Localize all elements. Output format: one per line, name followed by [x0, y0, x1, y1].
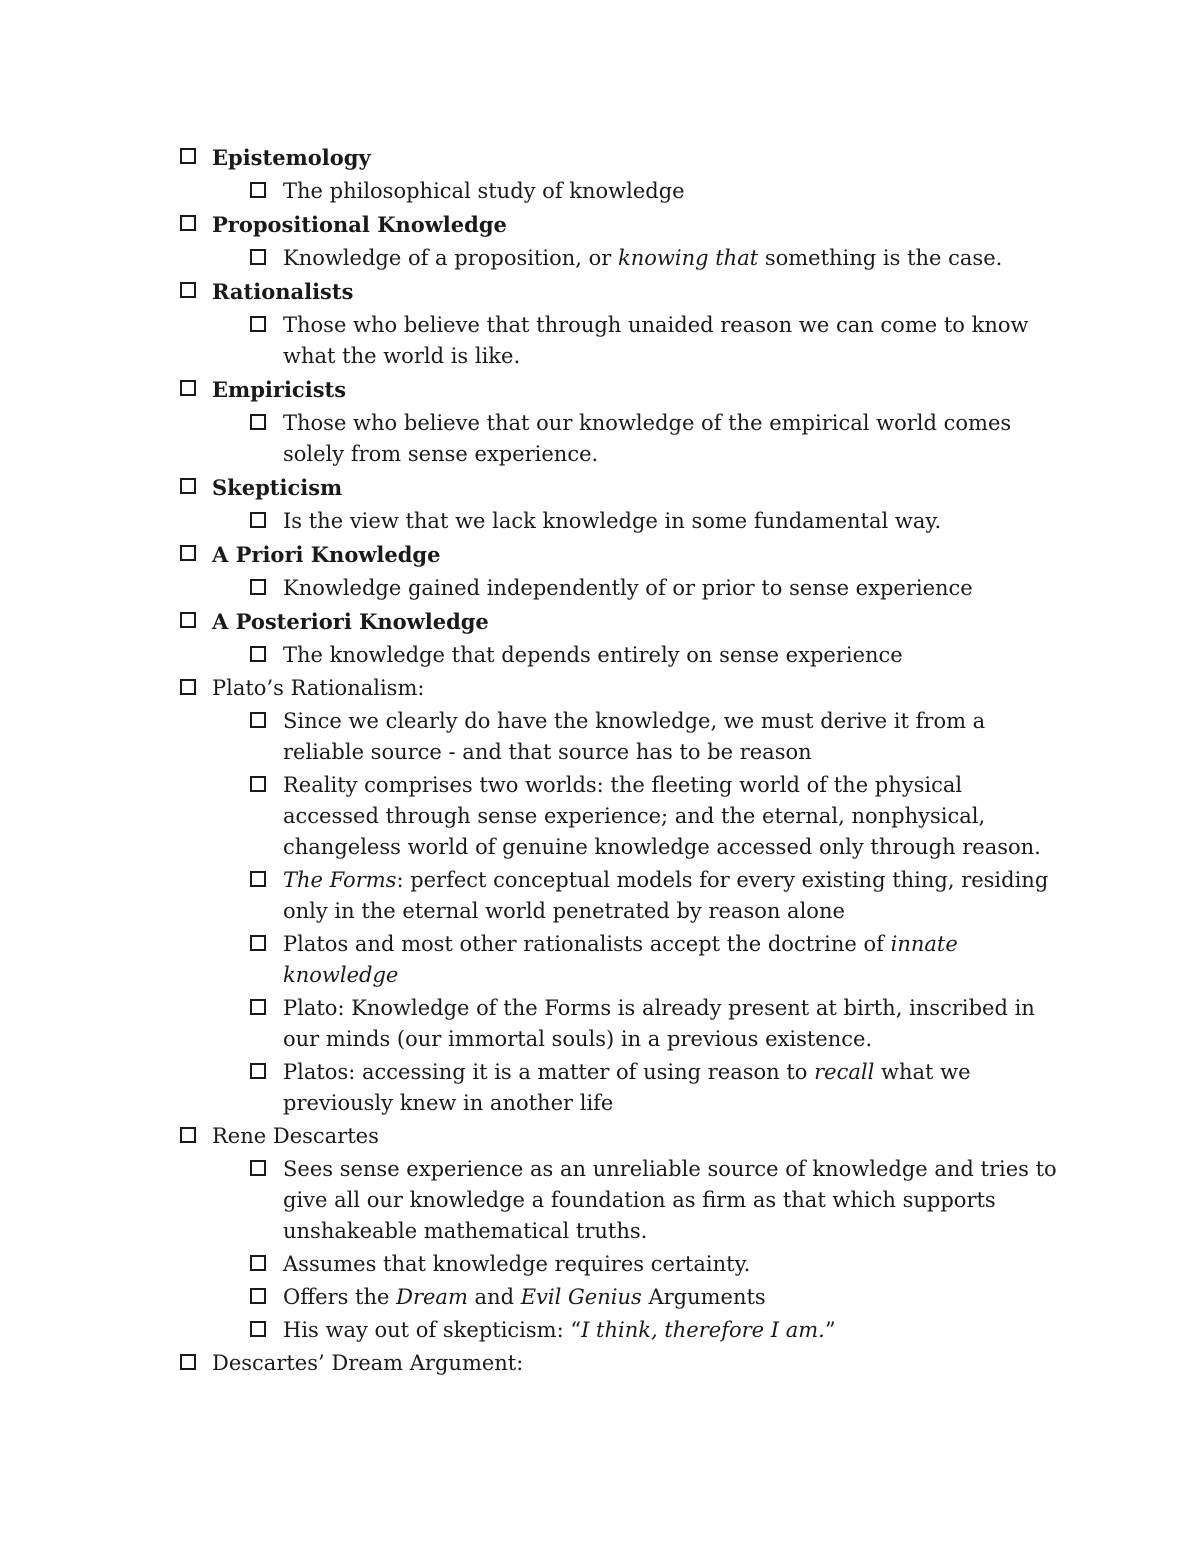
item-text — [283, 643, 903, 667]
italic-phrase: The Forms — [283, 868, 397, 892]
item-text — [212, 543, 440, 567]
item-text — [283, 773, 1041, 859]
checkbox-icon[interactable] — [250, 1063, 266, 1079]
outline-subitem — [250, 1282, 1060, 1313]
text-run: Assumes that knowledge requires certainty. — [283, 1252, 751, 1276]
bold-term: A Posteriori Knowledge — [212, 609, 489, 634]
text-run: Offers the — [283, 1285, 397, 1309]
checkbox-icon[interactable] — [250, 1288, 266, 1304]
text-run: Plato’s Rationalism: — [212, 676, 425, 700]
item-text — [212, 1351, 523, 1375]
checkbox-icon[interactable] — [180, 282, 196, 298]
outline-heading-item — [180, 472, 1060, 504]
checkbox-icon[interactable] — [250, 579, 266, 595]
outline-heading-item — [180, 673, 1060, 704]
checkbox-icon[interactable] — [250, 316, 266, 332]
text-run: Knowledge gained independently of or prior to sense experience — [283, 576, 973, 600]
bold-term: A Priori Knowledge — [212, 542, 441, 567]
checklist-outline — [180, 142, 1060, 1381]
italic-phrase: knowing that — [618, 246, 759, 270]
outline-subitem — [250, 408, 1060, 470]
item-text — [283, 1318, 836, 1342]
item-text — [283, 411, 1011, 466]
checkbox-icon[interactable] — [180, 380, 196, 396]
item-text — [283, 313, 1028, 368]
item-text — [212, 213, 507, 237]
text-run: Descartes’ Dream Argument: — [212, 1351, 524, 1375]
text-run: : perfect conceptual models for every existing thing, residing only in the eternal world penetrated by reason alone — [283, 868, 1049, 923]
checkbox-icon[interactable] — [180, 478, 196, 494]
text-run: The knowledge that depends entirely on sense experience — [283, 643, 903, 667]
checkbox-icon[interactable] — [180, 148, 196, 164]
outline-subitem — [250, 1057, 1060, 1119]
checkbox-icon[interactable] — [180, 679, 196, 695]
text-run: The philosophical study of knowledge — [283, 179, 685, 203]
item-text — [283, 709, 985, 764]
text-run: Knowledge of a proposition, or — [283, 246, 618, 270]
checkbox-icon[interactable] — [180, 215, 196, 231]
outline-subitem — [250, 706, 1060, 768]
item-text — [212, 146, 371, 170]
item-text — [283, 509, 941, 533]
item-text — [212, 676, 424, 700]
checkbox-icon[interactable] — [250, 1321, 266, 1337]
checkbox-icon[interactable] — [250, 712, 266, 728]
outline-subitem — [250, 506, 1060, 537]
text-run: Arguments — [641, 1285, 766, 1309]
item-text — [212, 476, 342, 500]
italic-phrase: recall — [814, 1060, 875, 1084]
checkbox-icon[interactable] — [250, 1255, 266, 1271]
checkbox-icon[interactable] — [180, 612, 196, 628]
outline-subitem — [250, 310, 1060, 372]
outline-heading-item — [180, 1121, 1060, 1152]
italic-phrase: Evil Genius — [520, 1285, 642, 1309]
checkbox-icon[interactable] — [250, 249, 266, 265]
outline-subitem — [250, 1249, 1060, 1280]
text-run: Platos: accessing it is a matter of using reason to — [283, 1060, 815, 1084]
text-run: Reality comprises two worlds: the fleeting world of the physical accessed through sense experience; and the eternal, nonphysical, changeless world of genuine knowledge accessed only through reason. — [283, 773, 1041, 859]
item-text — [283, 1285, 766, 1309]
outline-subitem — [250, 1154, 1060, 1247]
bold-term: Skepticism — [212, 475, 343, 500]
item-text — [212, 378, 346, 402]
item-text — [283, 932, 958, 987]
outline-heading-item — [180, 142, 1060, 174]
text-run: and — [467, 1285, 521, 1309]
italic-phrase: I think, therefore I am. — [581, 1318, 825, 1342]
outline-subitem — [250, 993, 1060, 1055]
checkbox-icon[interactable] — [250, 999, 266, 1015]
outline-subitem — [250, 640, 1060, 671]
outline-heading-item — [180, 539, 1060, 571]
outline-subitem — [250, 243, 1060, 274]
item-text — [283, 1157, 1057, 1243]
text-run: Plato: Knowledge of the Forms is already present at birth, inscribed in our minds (our immortal souls) in a previous existence. — [283, 996, 1035, 1051]
outline-heading-item — [180, 209, 1060, 241]
checkbox-icon[interactable] — [250, 1160, 266, 1176]
item-text — [212, 280, 353, 304]
item-text — [212, 1124, 379, 1148]
checkbox-icon[interactable] — [250, 414, 266, 430]
checkbox-icon[interactable] — [250, 776, 266, 792]
outline-heading-item — [180, 606, 1060, 638]
text-run: what we previously knew in another life — [283, 1060, 971, 1115]
outline-heading-item — [180, 1348, 1060, 1379]
text-run: Is the view that we lack knowledge in some fundamental way. — [283, 509, 942, 533]
outline-subitem — [250, 770, 1060, 863]
text-run: Those who believe that our knowledge of the empirical world comes solely from sense experience. — [283, 411, 1012, 466]
checkbox-icon[interactable] — [250, 935, 266, 951]
checkbox-icon[interactable] — [250, 512, 266, 528]
italic-phrase: innate knowledge — [283, 932, 958, 987]
item-text — [283, 246, 1002, 270]
outline-subitem — [250, 1315, 1060, 1346]
checkbox-icon[interactable] — [180, 545, 196, 561]
item-text — [283, 1060, 971, 1115]
text-run: Rene Descartes — [212, 1124, 379, 1148]
checkbox-icon[interactable] — [250, 646, 266, 662]
bold-term: Propositional Knowledge — [212, 212, 507, 237]
outline-subitem — [250, 573, 1060, 604]
text-run: His way out of skepticism: “ — [283, 1318, 582, 1342]
item-text — [283, 996, 1035, 1051]
checkbox-icon[interactable] — [250, 871, 266, 887]
outline-subitem — [250, 929, 1060, 991]
outline-subitem — [250, 865, 1060, 927]
text-run: ” — [824, 1318, 836, 1342]
text-run: Those who believe that through unaided reason we can come to know what the world is like. — [283, 313, 1029, 368]
text-run: Since we clearly do have the knowledge, we must derive it from a reliable source - and that source has to be reason — [283, 709, 986, 764]
item-text — [283, 576, 973, 600]
text-run: Platos and most other rationalists accept the doctrine of — [283, 932, 891, 956]
outline-subitem — [250, 176, 1060, 207]
item-text — [283, 868, 1048, 923]
checkbox-icon[interactable] — [180, 1354, 196, 1370]
text-run: Sees sense experience as an unreliable source of knowledge and tries to give all our knowledge a foundation as firm as that which supports unshakeable mathematical truths. — [283, 1157, 1057, 1243]
item-text — [283, 1252, 750, 1276]
checkbox-icon[interactable] — [250, 182, 266, 198]
bold-term: Rationalists — [212, 279, 354, 304]
bold-term: Empiricists — [212, 377, 347, 402]
bold-term: Epistemology — [212, 145, 371, 170]
text-run: something is the case. — [758, 246, 1003, 270]
outline-heading-item — [180, 374, 1060, 406]
italic-phrase: Dream — [396, 1285, 468, 1309]
item-text — [212, 610, 489, 634]
checkbox-icon[interactable] — [180, 1127, 196, 1143]
outline-heading-item — [180, 276, 1060, 308]
item-text — [283, 179, 685, 203]
